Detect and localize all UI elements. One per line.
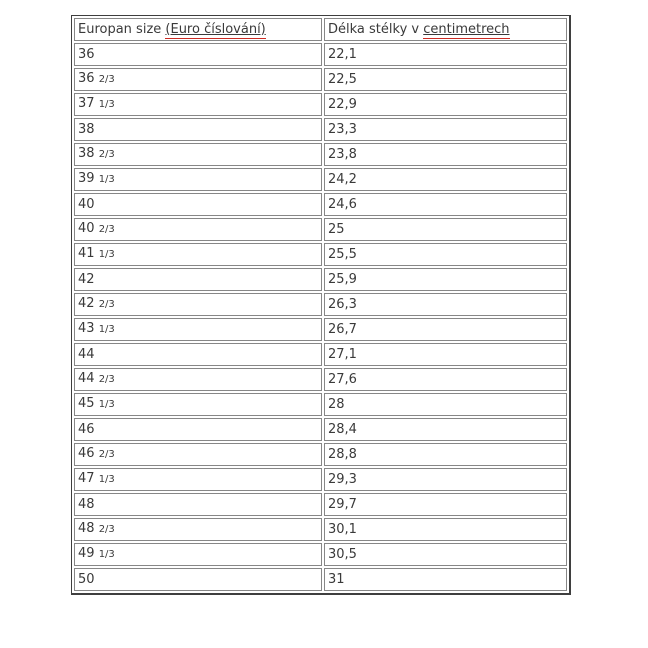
- size-cell: 38: [74, 118, 322, 141]
- size-cell: 50: [74, 568, 322, 591]
- size-fraction: 1/3: [98, 174, 115, 185]
- size-fraction: 2/3: [98, 299, 115, 310]
- size-cell: 38 2/3: [74, 143, 322, 166]
- header-europan-size: [74, 18, 322, 41]
- size-fraction: 1/3: [98, 549, 115, 560]
- size-fraction: 2/3: [98, 374, 115, 385]
- table-row: [74, 443, 567, 466]
- length-cell: 25: [324, 218, 567, 241]
- size-cell: 36 2/3: [74, 68, 322, 91]
- length-cell: 25,9: [324, 268, 567, 291]
- table-row: [74, 68, 567, 91]
- header-delka-stelky: [324, 18, 567, 41]
- size-cell: 39 1/3: [74, 168, 322, 191]
- table-row: [74, 468, 567, 491]
- length-cell: 26,3: [324, 293, 567, 316]
- size-fraction: 2/3: [98, 149, 115, 160]
- header-centimetrech-underlined: centimetrech: [423, 21, 510, 37]
- table-row: [74, 243, 567, 266]
- size-cell: 46: [74, 418, 322, 441]
- size-cell: 42 2/3: [74, 293, 322, 316]
- size-cell: 44 2/3: [74, 368, 322, 391]
- size-cell: 37 1/3: [74, 93, 322, 116]
- table-row: [74, 568, 567, 591]
- table-row: [74, 393, 567, 416]
- length-cell: 30,1: [324, 518, 567, 541]
- size-cell: 44: [74, 343, 322, 366]
- header-europan-size-prefix: Europan size: [78, 21, 166, 37]
- size-cell: 40 2/3: [74, 218, 322, 241]
- length-cell: 28,8: [324, 443, 567, 466]
- size-fraction: 2/3: [98, 449, 115, 460]
- size-cell: 47 1/3: [74, 468, 322, 491]
- length-cell: 22,9: [324, 93, 567, 116]
- size-fraction: 1/3: [98, 249, 115, 260]
- table-row: [74, 143, 567, 166]
- length-cell: 29,7: [324, 493, 567, 516]
- table-row: [74, 543, 567, 566]
- length-cell: 22,5: [324, 68, 567, 91]
- size-fraction: 1/3: [98, 324, 115, 335]
- length-cell: 23,3: [324, 118, 567, 141]
- table-row: [74, 268, 567, 291]
- size-cell: 46 2/3: [74, 443, 322, 466]
- table-row: [74, 343, 567, 366]
- table-row: [74, 193, 567, 216]
- length-cell: 28: [324, 393, 567, 416]
- size-cell: 40: [74, 193, 322, 216]
- size-fraction: 1/3: [98, 474, 115, 485]
- size-cell: 42: [74, 268, 322, 291]
- length-cell: 31: [324, 568, 567, 591]
- length-cell: 28,4: [324, 418, 567, 441]
- length-cell: 24,6: [324, 193, 567, 216]
- size-cell: 48: [74, 493, 322, 516]
- length-cell: 27,1: [324, 343, 567, 366]
- size-fraction: 2/3: [98, 224, 115, 235]
- size-cell: 43 1/3: [74, 318, 322, 341]
- length-cell: 26,7: [324, 318, 567, 341]
- table-row: [74, 368, 567, 391]
- length-cell: 24,2: [324, 168, 567, 191]
- table-row: [74, 493, 567, 516]
- shoe-size-table: [71, 15, 571, 595]
- size-fraction: 2/3: [98, 524, 115, 535]
- size-fraction: 2/3: [98, 74, 115, 85]
- length-cell: 22,1: [324, 43, 567, 66]
- length-cell: 25,5: [324, 243, 567, 266]
- size-cell: 49 1/3: [74, 543, 322, 566]
- length-cell: 23,8: [324, 143, 567, 166]
- header-euro-cislovani-underlined: (Euro číslování): [165, 21, 266, 37]
- table-row: [74, 518, 567, 541]
- table-row: [74, 418, 567, 441]
- size-cell: 48 2/3: [74, 518, 322, 541]
- length-cell: 29,3: [324, 468, 567, 491]
- size-cell: 41 1/3: [74, 243, 322, 266]
- header-row: [74, 18, 567, 41]
- header-delka-stelky-prefix: Délka stélky v: [328, 21, 424, 37]
- table-body: [74, 43, 567, 591]
- length-cell: 30,5: [324, 543, 567, 566]
- table-row: [74, 93, 567, 116]
- table-row: [74, 118, 567, 141]
- size-cell: 45 1/3: [74, 393, 322, 416]
- size-fraction: 1/3: [98, 99, 115, 110]
- table-row: [74, 168, 567, 191]
- table-row: [74, 218, 567, 241]
- size-fraction: 1/3: [98, 399, 115, 410]
- length-cell: 27,6: [324, 368, 567, 391]
- table-row: [74, 43, 567, 66]
- table-row: [74, 318, 567, 341]
- table-row: [74, 293, 567, 316]
- size-cell: 36: [74, 43, 322, 66]
